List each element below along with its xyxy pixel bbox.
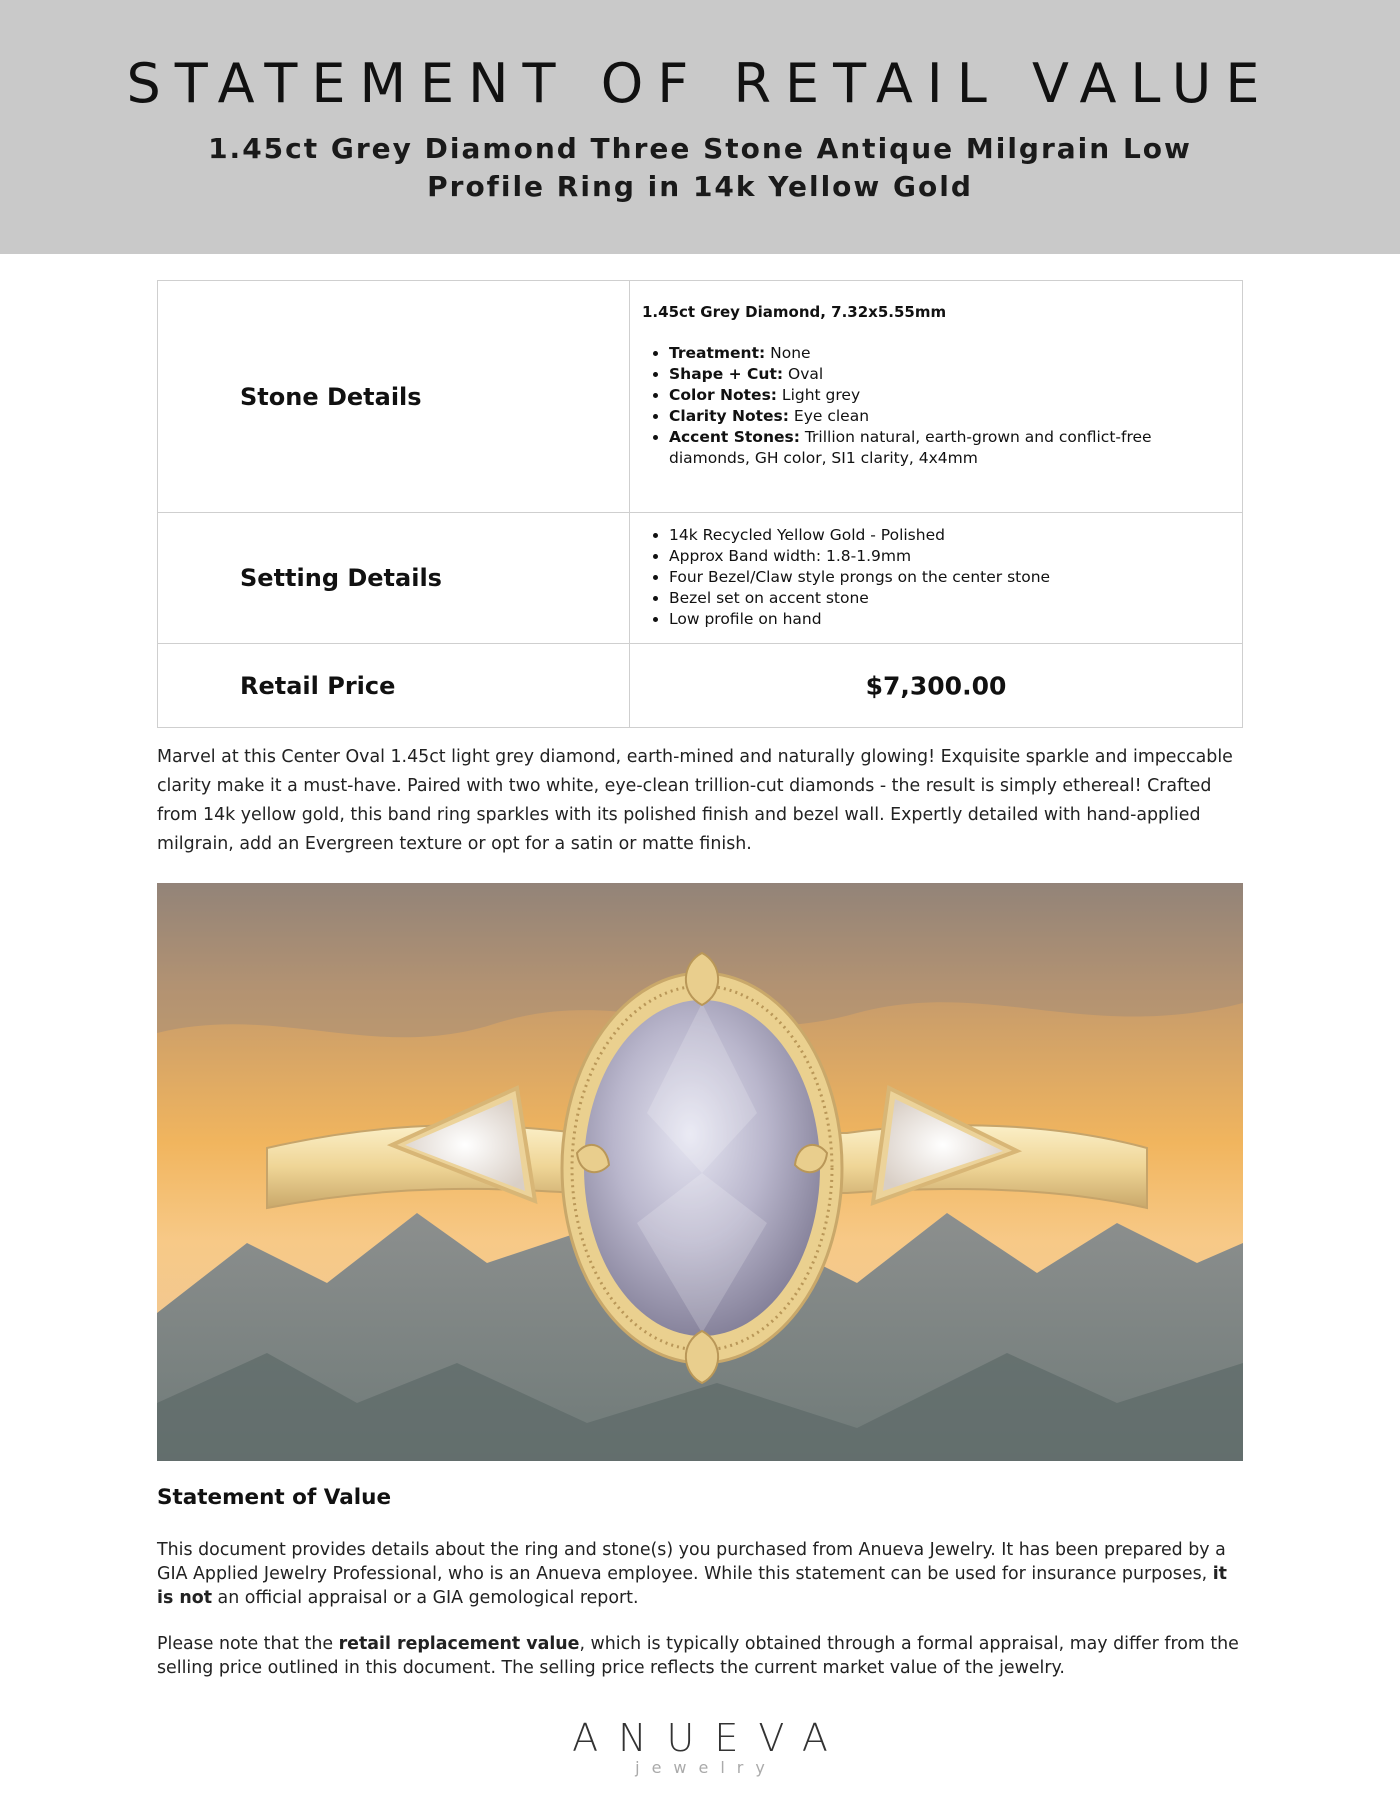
statement-p1-emphasis: it is not: [157, 1564, 1227, 1608]
stone-spec-item: [669, 385, 1209, 406]
statement-p2-text: Please note that the: [157, 1634, 339, 1654]
setting-spec-item: • Approx Band width: 1.8-1.9mm: [669, 546, 1209, 567]
spec-key: Shape + Cut:: [669, 365, 784, 383]
header-band: [0, 0, 1400, 254]
ring-illustration: [157, 883, 1243, 1461]
stone-details-label: Stone Details: [240, 382, 422, 411]
spec-key: Accent Stones:: [669, 428, 800, 446]
stone-spec-item: [669, 364, 1209, 385]
stone-details-value-cell: [630, 281, 1242, 512]
retail-price-label-cell: [158, 644, 630, 727]
spec-value: Oval: [783, 365, 824, 383]
spec-key: Color Notes:: [669, 386, 777, 404]
setting-spec-item: • 14k Recycled Yellow Gold - Polished: [669, 525, 1209, 546]
retail-price-label: Retail Price: [240, 671, 396, 700]
setting-spec-item: • Low profile on hand: [669, 609, 1209, 630]
setting-details-row: [158, 513, 1242, 644]
stone-details-row: [158, 281, 1242, 513]
spec-value: Trillion natural, earth-grown and conflict-free diamonds, GH color, SI1 clarity, 4x4mm: [669, 428, 1152, 467]
brand-logo: ANUEVA: [572, 1716, 848, 1760]
statement-paragraph-1: [157, 1538, 1247, 1610]
retail-price-value-cell: [630, 644, 1242, 727]
spec-value: None: [765, 344, 811, 362]
statement-p1-text-end: an official appraisal or a GIA gemological report.: [212, 1588, 639, 1608]
setting-details-label: Setting Details: [240, 564, 442, 592]
details-table: [157, 280, 1243, 728]
setting-spec-item: • Four Bezel/Claw style prongs on the center stone: [669, 567, 1209, 588]
retail-price-row: [158, 644, 1242, 727]
stone-spec-item: [669, 343, 1209, 364]
statement-p2-emphasis: retail replacement value: [338, 1634, 580, 1654]
spec-key: Clarity Notes:: [669, 407, 789, 425]
setting-details-label-cell: [158, 513, 630, 643]
statement-heading: Statement of Value: [157, 1485, 392, 1510]
document-title: STATEMENT OF RETAIL VALUE: [126, 52, 1274, 115]
statement-p2-text-end: , which is typically obtained through a formal appraisal, may differ from the selling price outlined in this document. The selling price reflects the current market value of the jewelry.: [157, 1634, 1239, 1678]
setting-details-value-cell: [630, 513, 1242, 643]
stone-spec-item: [669, 427, 1209, 469]
retail-price-value: $7,300.00: [865, 671, 1007, 700]
product-description: Marvel at this Center Oval 1.45ct light grey diamond, earth-mined and naturally glowing! Exquisite sparkle and impeccable clarity make it a must-have. Paired with two white, eye-clean trillion-cut diamonds - the result is simply ethereal! Crafted from 14k yellow gold, this band ring sparkles with its polished finish and bezel wall. Expertly detailed with hand-applied milgrain, add an Evergreen texture or opt for a satin or matte finish.: [157, 747, 1233, 854]
spec-value: Eye clean: [788, 407, 870, 425]
brand-logo-subtitle: jewelry: [635, 1758, 777, 1777]
stone-details-label-cell: [158, 281, 630, 512]
stone-heading: 1.45ct Grey Diamond, 7.32x5.55mm: [642, 303, 947, 321]
spec-key: Treatment:: [669, 344, 766, 362]
stone-spec-item: [669, 406, 1209, 427]
setting-spec-list: [642, 525, 1209, 630]
statement-p1-text: This document provides details about the ring and stone(s) you purchased from Anueva Jewelry. It has been prepared by a GIA Applied Jewelry Professional, who is an Anueva employee. While this statement can be used for insurance purposes,: [157, 1540, 1226, 1584]
document-subtitle: 1.45ct Grey Diamond Three Stone Antique Milgrain Low Profile Ring in 14k Yellow Gold: [208, 132, 1192, 203]
ring-photo: [157, 883, 1243, 1461]
setting-spec-item: • Bezel set on accent stone: [669, 588, 1209, 609]
stone-spec-list: [642, 343, 1209, 469]
spec-value: Light grey: [777, 386, 861, 404]
statement-paragraph-2: [157, 1632, 1247, 1680]
